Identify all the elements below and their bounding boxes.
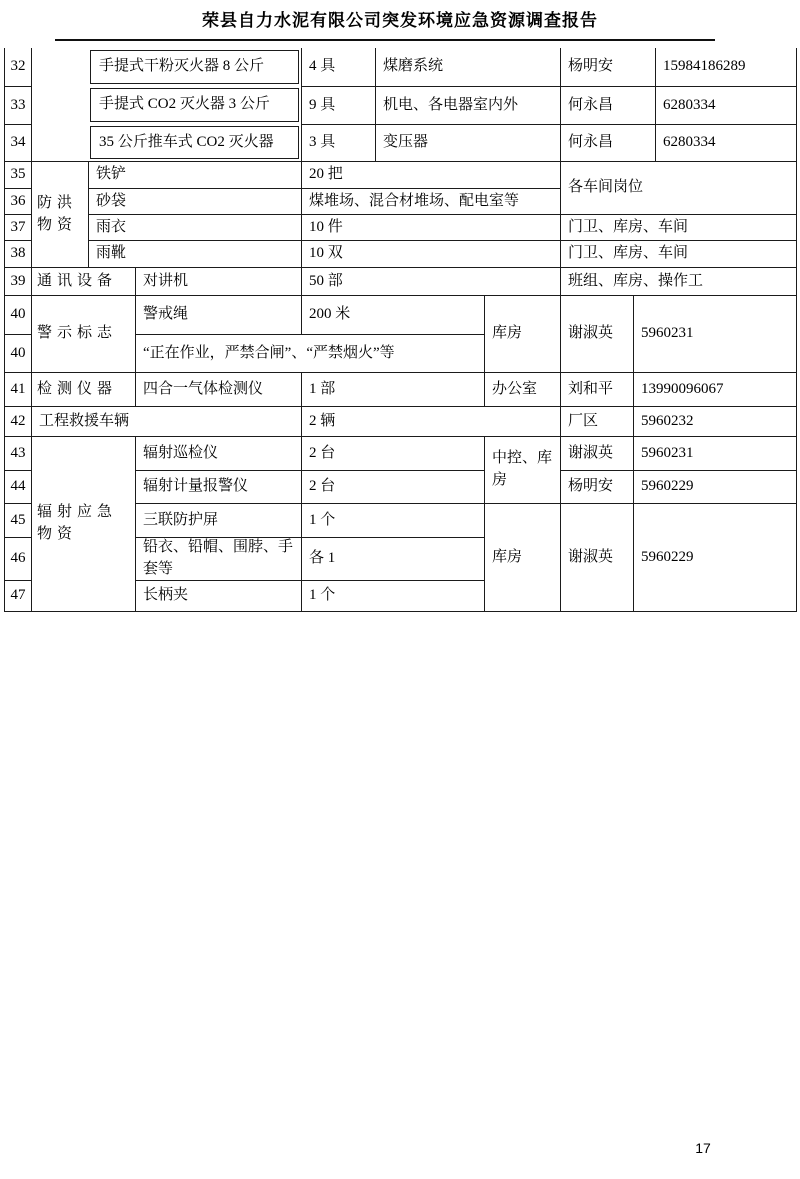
row-number: 34	[4, 124, 31, 161]
quantity-cell: 各 1	[301, 537, 484, 580]
item-cell: 雨衣	[88, 214, 301, 240]
phone-cell: 5960229	[633, 503, 797, 612]
row-number: 46	[4, 537, 31, 580]
row-number: 33	[4, 86, 31, 124]
item-cell: 长柄夹	[135, 580, 301, 612]
resource-table	[4, 48, 798, 613]
quantity-cell: 10 双	[301, 240, 560, 267]
item-cell: 工程救援车辆	[31, 406, 301, 436]
category-cell-radiation: 辐射应急物资	[31, 436, 135, 612]
row-number: 44	[4, 470, 31, 503]
row-number: 36	[4, 188, 31, 214]
category-cell-detection: 检测仪器	[31, 372, 135, 406]
phone-cell: 5960229	[633, 470, 797, 503]
phone-cell: 15984186289	[655, 48, 797, 86]
quantity-cell: 1 个	[301, 580, 484, 612]
location-cell: 库房	[484, 503, 560, 612]
phone-cell: 13990096067	[633, 372, 797, 406]
location-cell: 门卫、库房、车间	[560, 214, 797, 240]
row-number: 43	[4, 436, 31, 470]
quantity-cell: 10 件	[301, 214, 560, 240]
location-cell: 门卫、库房、车间	[560, 240, 797, 267]
location-cell: 煤磨系统	[375, 48, 560, 86]
quantity-cell: 2 台	[301, 470, 484, 503]
row-number: 39	[4, 267, 31, 295]
location-cell: 机电、各电器室内外	[375, 86, 560, 124]
item-cell: 雨靴	[88, 240, 301, 267]
category-cell-communication: 通讯设备	[31, 267, 135, 295]
quantity-cell: 2 辆	[301, 406, 560, 436]
item-cell: 三联防护屏	[135, 503, 301, 537]
phone-cell: 6280334	[655, 86, 797, 124]
row-number: 41	[4, 372, 31, 406]
row-number: 45	[4, 503, 31, 537]
phone-cell: 5960232	[633, 406, 797, 436]
item-cell	[88, 86, 301, 124]
quantity-cell: 50 部	[301, 267, 560, 295]
item-cell: 辐射计量报警仪	[135, 470, 301, 503]
location-cell: 办公室	[484, 372, 560, 406]
contact-name-cell: 谢淑英	[560, 295, 633, 372]
row-number: 32	[4, 48, 31, 86]
item-cell: 警戒绳	[135, 295, 301, 334]
item-cell	[88, 48, 301, 86]
category-cell-continued	[31, 48, 88, 161]
item-cell: 辐射巡检仪	[135, 436, 301, 470]
item-box: 35 公斤推车式 CO2 灭火器	[90, 126, 299, 159]
row-number: 40	[4, 334, 31, 372]
quantity-cell: 20 把	[301, 161, 560, 188]
contact-name-cell: 谢淑英	[560, 436, 633, 470]
phone-cell: 6280334	[655, 124, 797, 161]
item-cell: 砂袋	[88, 188, 301, 214]
quantity-cell: 煤堆场、混合材堆场、配电室等	[301, 188, 560, 214]
location-cell: 变压器	[375, 124, 560, 161]
page-number: 17	[695, 1140, 711, 1156]
location-cell: 各车间岗位	[560, 161, 797, 214]
row-number: 47	[4, 580, 31, 612]
contact-name-cell: 杨明安	[560, 470, 633, 503]
item-box: 手提式干粉灭火器 8 公斤	[90, 50, 299, 84]
item-cell: “正在作业，严禁合闸”、“严禁烟火”等	[135, 334, 484, 372]
location-cell: 库房	[484, 295, 560, 372]
contact-name-cell: 何永昌	[560, 124, 655, 161]
item-box: 手提式 CO2 灭火器 3 公斤	[90, 88, 299, 122]
row-number: 37	[4, 214, 31, 240]
phone-cell: 5960231	[633, 295, 797, 372]
location-cell: 厂区	[560, 406, 633, 436]
page-title: 荣县自力水泥有限公司突发环境应急资源调查报告	[202, 11, 598, 30]
item-cell: 铅衣、铅帽、围脖、手套等	[135, 537, 301, 580]
contact-name-cell: 杨明安	[560, 48, 655, 86]
item-cell: 铁铲	[88, 161, 301, 188]
location-cell: 班组、库房、操作工	[560, 267, 797, 295]
contact-name-cell: 刘和平	[560, 372, 633, 406]
quantity-cell: 3 具	[301, 124, 375, 161]
quantity-cell: 1 个	[301, 503, 484, 537]
quantity-cell: 1 部	[301, 372, 484, 406]
location-cell: 中控、库房	[484, 436, 560, 503]
quantity-cell: 9 具	[301, 86, 375, 124]
quantity-cell: 4 具	[301, 48, 375, 86]
row-number: 35	[4, 161, 31, 188]
row-number: 40	[4, 295, 31, 334]
quantity-cell: 200 米	[301, 295, 484, 334]
contact-name-cell: 谢淑英	[560, 503, 633, 612]
row-number: 38	[4, 240, 31, 267]
phone-cell: 5960231	[633, 436, 797, 470]
contact-name-cell: 何永昌	[560, 86, 655, 124]
item-cell: 对讲机	[135, 267, 301, 295]
quantity-cell: 2 台	[301, 436, 484, 470]
item-cell	[88, 124, 301, 161]
category-cell-flood: 防洪物资	[31, 161, 88, 267]
header-divider	[55, 39, 715, 41]
row-number: 42	[4, 406, 31, 436]
category-cell-warning: 警示标志	[31, 295, 135, 372]
item-cell: 四合一气体检测仪	[135, 372, 301, 406]
